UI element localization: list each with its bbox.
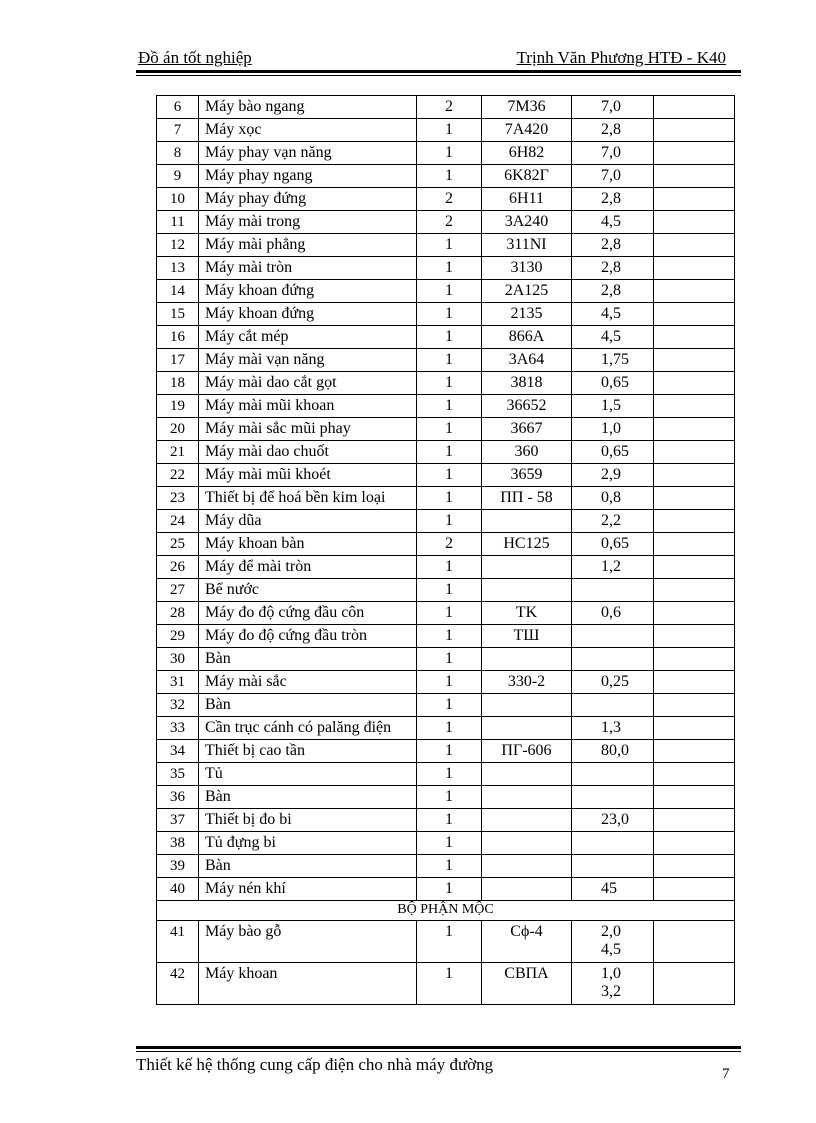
quantity: 1: [417, 625, 482, 648]
quantity: 1: [417, 671, 482, 694]
empty-cell: [654, 763, 735, 786]
footer-text: Thiết kế hệ thống cung cấp điện cho nhà máy đường: [136, 1055, 494, 1074]
quantity: 1: [417, 921, 482, 963]
equipment-name: Máy phay ngang: [199, 165, 417, 188]
table-row: [157, 648, 735, 671]
model-code: [482, 510, 572, 533]
row-number: 31: [157, 671, 199, 694]
power-value: 1,2: [572, 556, 654, 579]
table-row: [157, 441, 735, 464]
equipment-name: Máy phay vạn năng: [199, 142, 417, 165]
power-value: 2,8: [572, 257, 654, 280]
empty-cell: [654, 372, 735, 395]
empty-cell: [654, 648, 735, 671]
model-code: 7A420: [482, 119, 572, 142]
quantity: 1: [417, 257, 482, 280]
table-row: [157, 963, 735, 1005]
row-number: 17: [157, 349, 199, 372]
model-code: [482, 648, 572, 671]
row-number: 36: [157, 786, 199, 809]
power-value: 45: [572, 878, 654, 901]
equipment-name: Máy khoan đứng: [199, 280, 417, 303]
row-number: 40: [157, 878, 199, 901]
quantity: 2: [417, 96, 482, 119]
power-value: 0,65: [572, 533, 654, 556]
empty-cell: [654, 602, 735, 625]
table-row: [157, 372, 735, 395]
empty-cell: [654, 963, 735, 1005]
model-code: [482, 763, 572, 786]
empty-cell: [654, 211, 735, 234]
empty-cell: [654, 556, 735, 579]
table-row: [157, 257, 735, 280]
row-number: 12: [157, 234, 199, 257]
equipment-name: Máy đo độ cứng đầu côn: [199, 602, 417, 625]
model-code: Cϕ-4: [482, 921, 572, 963]
quantity: 1: [417, 441, 482, 464]
equipment-name: Máy để mài tròn: [199, 556, 417, 579]
quantity: 1: [417, 855, 482, 878]
row-number: 16: [157, 326, 199, 349]
power-value: 2,8: [572, 188, 654, 211]
table-row: [157, 165, 735, 188]
power-value: [572, 648, 654, 671]
power-line: 1,0: [601, 965, 621, 982]
empty-cell: [654, 96, 735, 119]
quantity: 1: [417, 326, 482, 349]
quantity: 1: [417, 740, 482, 763]
power-value: 0,65: [572, 441, 654, 464]
empty-cell: [654, 921, 735, 963]
equipment-name: Máy khoan đứng: [199, 303, 417, 326]
equipment-name: Máy khoan: [199, 963, 417, 1005]
table-row: [157, 211, 735, 234]
quantity: 1: [417, 119, 482, 142]
empty-cell: [654, 119, 735, 142]
empty-cell: [654, 257, 735, 280]
equipment-name: Máy mài dao cắt gọt: [199, 372, 417, 395]
model-code: 2135: [482, 303, 572, 326]
empty-cell: [654, 878, 735, 901]
empty-cell: [654, 303, 735, 326]
row-number: 13: [157, 257, 199, 280]
table-row: [157, 809, 735, 832]
empty-cell: [654, 188, 735, 211]
empty-cell: [654, 625, 735, 648]
power-value: 0,6: [572, 602, 654, 625]
row-number: 27: [157, 579, 199, 602]
quantity: 1: [417, 963, 482, 1005]
empty-cell: [654, 855, 735, 878]
power-value: [572, 855, 654, 878]
quantity: 1: [417, 717, 482, 740]
power-value: 7,0: [572, 96, 654, 119]
row-number: 20: [157, 418, 199, 441]
header-right: Trịnh Văn Phương HTĐ - K40: [516, 48, 726, 67]
model-code: TШ: [482, 625, 572, 648]
model-code: 3130: [482, 257, 572, 280]
model-code: 3A240: [482, 211, 572, 234]
model-code: [482, 579, 572, 602]
quantity: 1: [417, 303, 482, 326]
quantity: 1: [417, 372, 482, 395]
model-code: [482, 855, 572, 878]
quantity: 1: [417, 786, 482, 809]
row-number: 24: [157, 510, 199, 533]
empty-cell: [654, 533, 735, 556]
table-row: [157, 326, 735, 349]
row-number: 19: [157, 395, 199, 418]
equipment-name: Máy mài vạn năng: [199, 349, 417, 372]
model-code: [482, 786, 572, 809]
table-row: [157, 786, 735, 809]
table-row: [157, 625, 735, 648]
equipment-name: Máy bào gỗ: [199, 921, 417, 963]
power-value: 4,5: [572, 303, 654, 326]
table-row: [157, 671, 735, 694]
equipment-name: Máy mài tròn: [199, 257, 417, 280]
model-code: 2A125: [482, 280, 572, 303]
empty-cell: [654, 809, 735, 832]
row-number: 9: [157, 165, 199, 188]
equipment-name: Máy mài dao chuốt: [199, 441, 417, 464]
empty-cell: [654, 418, 735, 441]
power-value: 80,0: [572, 740, 654, 763]
page-number: 7: [722, 1066, 730, 1082]
equipment-name: Bàn: [199, 855, 417, 878]
quantity: 1: [417, 832, 482, 855]
empty-cell: [654, 694, 735, 717]
table-row: [157, 740, 735, 763]
quantity: 1: [417, 556, 482, 579]
power-value: [572, 694, 654, 717]
equipment-name: Máy mài mũi khoan: [199, 395, 417, 418]
table-row: [157, 96, 735, 119]
equipment-name: Cần trục cánh có palăng điện: [199, 717, 417, 740]
row-number: 7: [157, 119, 199, 142]
power-value: 2,2: [572, 510, 654, 533]
quantity: 1: [417, 602, 482, 625]
power-value: [572, 763, 654, 786]
empty-cell: [654, 395, 735, 418]
equipment-name: Bàn: [199, 648, 417, 671]
table-row: [157, 855, 735, 878]
row-number: 11: [157, 211, 199, 234]
empty-cell: [654, 280, 735, 303]
table-row: [157, 921, 735, 963]
row-number: 25: [157, 533, 199, 556]
empty-cell: [654, 510, 735, 533]
quantity: 1: [417, 418, 482, 441]
empty-cell: [654, 487, 735, 510]
model-code: СВПА: [482, 963, 572, 1005]
table-row: [157, 533, 735, 556]
quantity: 1: [417, 280, 482, 303]
equipment-name: Máy bào ngang: [199, 96, 417, 119]
model-code: 36652: [482, 395, 572, 418]
equipment-name: Máy mài mũi khoét: [199, 464, 417, 487]
row-number: 38: [157, 832, 199, 855]
quantity: 1: [417, 878, 482, 901]
row-number: 34: [157, 740, 199, 763]
footer-rule-thin: [136, 1051, 741, 1052]
row-number: 10: [157, 188, 199, 211]
power-value: 0,65: [572, 372, 654, 395]
quantity: 2: [417, 533, 482, 556]
quantity: 1: [417, 510, 482, 533]
model-code: [482, 878, 572, 901]
table-row: [157, 694, 735, 717]
table-row: [157, 510, 735, 533]
model-code: 7M36: [482, 96, 572, 119]
quantity: 1: [417, 763, 482, 786]
equipment-name: Máy cắt mép: [199, 326, 417, 349]
power-value: 1,0: [572, 418, 654, 441]
equipment-name: Tủ: [199, 763, 417, 786]
model-code: 311NI: [482, 234, 572, 257]
model-code: 3659: [482, 464, 572, 487]
table-row: [157, 395, 735, 418]
model-code: ПГ-606: [482, 740, 572, 763]
model-code: 866A: [482, 326, 572, 349]
equipment-name: Máy mài trong: [199, 211, 417, 234]
power-line: 2,0: [601, 923, 621, 940]
row-number: 23: [157, 487, 199, 510]
power-value: 0,8: [572, 487, 654, 510]
model-code: 330-2: [482, 671, 572, 694]
empty-cell: [654, 349, 735, 372]
empty-cell: [654, 740, 735, 763]
power-value: [572, 963, 654, 1005]
table-row: [157, 763, 735, 786]
header-left: Đồ án tốt nghiệp: [138, 48, 252, 67]
power-line: 4,5: [601, 941, 621, 958]
section-row: [157, 901, 735, 921]
power-value: 2,8: [572, 119, 654, 142]
row-number: 22: [157, 464, 199, 487]
power-value: [572, 579, 654, 602]
empty-cell: [654, 832, 735, 855]
equipment-name: Máy dũa: [199, 510, 417, 533]
model-code: 3A64: [482, 349, 572, 372]
table-row: [157, 142, 735, 165]
table-row: [157, 303, 735, 326]
row-number: 37: [157, 809, 199, 832]
model-code: [482, 556, 572, 579]
equipment-name: Máy nén khí: [199, 878, 417, 901]
row-number: 15: [157, 303, 199, 326]
quantity: 1: [417, 395, 482, 418]
quantity: 1: [417, 234, 482, 257]
empty-cell: [654, 441, 735, 464]
quantity: 2: [417, 211, 482, 234]
power-value: [572, 832, 654, 855]
equipment-name: Máy xọc: [199, 119, 417, 142]
row-number: 42: [157, 963, 199, 1005]
quantity: 2: [417, 188, 482, 211]
model-code: TK: [482, 602, 572, 625]
table-row: [157, 188, 735, 211]
equipment-name: Thiết bị cao tần: [199, 740, 417, 763]
power-value: 4,5: [572, 211, 654, 234]
table-row: [157, 349, 735, 372]
table-row: [157, 717, 735, 740]
footer-rule-thick: [136, 1046, 741, 1049]
equipment-name: Tủ đựng bi: [199, 832, 417, 855]
model-code: 6H82: [482, 142, 572, 165]
power-line: 3,2: [601, 983, 621, 1000]
table-row: [157, 280, 735, 303]
power-value: 7,0: [572, 142, 654, 165]
table-row: [157, 579, 735, 602]
empty-cell: [654, 579, 735, 602]
power-value: [572, 625, 654, 648]
empty-cell: [654, 142, 735, 165]
equipment-name: Máy đo độ cứng đầu tròn: [199, 625, 417, 648]
row-number: 39: [157, 855, 199, 878]
row-number: 14: [157, 280, 199, 303]
empty-cell: [654, 234, 735, 257]
equipment-name: Thiết bị đo bi: [199, 809, 417, 832]
power-value: 1,3: [572, 717, 654, 740]
equipment-name: Máy phay đứng: [199, 188, 417, 211]
equipment-name: Bàn: [199, 786, 417, 809]
power-value: 0,25: [572, 671, 654, 694]
row-number: 41: [157, 921, 199, 963]
empty-cell: [654, 671, 735, 694]
equipment-name: Bàn: [199, 694, 417, 717]
quantity: 1: [417, 579, 482, 602]
table-row: [157, 832, 735, 855]
row-number: 6: [157, 96, 199, 119]
power-value: 7,0: [572, 165, 654, 188]
row-number: 8: [157, 142, 199, 165]
power-value: 4,5: [572, 326, 654, 349]
table-row: [157, 119, 735, 142]
quantity: 1: [417, 694, 482, 717]
model-code: 6H11: [482, 188, 572, 211]
row-number: 18: [157, 372, 199, 395]
model-code: 3667: [482, 418, 572, 441]
equipment-table: [156, 95, 735, 1005]
row-number: 33: [157, 717, 199, 740]
power-value: [572, 921, 654, 963]
empty-cell: [654, 786, 735, 809]
empty-cell: [654, 326, 735, 349]
row-number: 35: [157, 763, 199, 786]
equipment-name: Máy mài sắc: [199, 671, 417, 694]
model-code: ПП - 58: [482, 487, 572, 510]
header-rule-thin: [136, 75, 741, 76]
row-number: 32: [157, 694, 199, 717]
table-row: [157, 464, 735, 487]
quantity: 1: [417, 809, 482, 832]
quantity: 1: [417, 464, 482, 487]
quantity: 1: [417, 142, 482, 165]
model-code: 3818: [482, 372, 572, 395]
empty-cell: [654, 717, 735, 740]
power-value: 2,8: [572, 280, 654, 303]
quantity: 1: [417, 349, 482, 372]
model-code: 360: [482, 441, 572, 464]
power-value: 1,5: [572, 395, 654, 418]
quantity: 1: [417, 648, 482, 671]
table-row: [157, 556, 735, 579]
model-code: [482, 694, 572, 717]
empty-cell: [654, 165, 735, 188]
table-row: [157, 602, 735, 625]
table-row: [157, 878, 735, 901]
equipment-name: Máy mài phẳng: [199, 234, 417, 257]
power-value: 2,9: [572, 464, 654, 487]
page-header: [136, 48, 726, 72]
header-rule-thick: [136, 70, 741, 73]
equipment-name: Thiết bị để hoá bền kim loại: [199, 487, 417, 510]
row-number: 30: [157, 648, 199, 671]
model-code: [482, 809, 572, 832]
power-value: 2,8: [572, 234, 654, 257]
empty-cell: [654, 464, 735, 487]
equipment-name: Máy mài sắc mũi phay: [199, 418, 417, 441]
table-row: [157, 418, 735, 441]
model-code: [482, 717, 572, 740]
model-code: [482, 832, 572, 855]
row-number: 29: [157, 625, 199, 648]
quantity: 1: [417, 165, 482, 188]
row-number: 21: [157, 441, 199, 464]
model-code: HC125: [482, 533, 572, 556]
equipment-name: Máy khoan bàn: [199, 533, 417, 556]
section-title: BỘ PHẬN MỘC: [157, 901, 735, 921]
power-value: 23,0: [572, 809, 654, 832]
equipment-name: Bể nước: [199, 579, 417, 602]
table-row: [157, 487, 735, 510]
power-value: [572, 786, 654, 809]
table-row: [157, 234, 735, 257]
model-code: 6K82Г: [482, 165, 572, 188]
row-number: 26: [157, 556, 199, 579]
quantity: 1: [417, 487, 482, 510]
power-value: 1,75: [572, 349, 654, 372]
row-number: 28: [157, 602, 199, 625]
